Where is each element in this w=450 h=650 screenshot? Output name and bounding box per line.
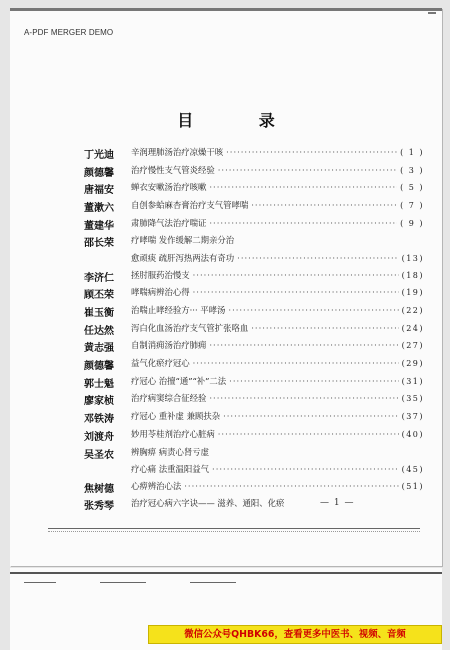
toc-entry-title: 治疗冠心病六字诀—— 滋养、通阳、化瘀 xyxy=(131,498,285,509)
toc-entry-line xyxy=(131,446,424,458)
toc-page-number: (37) xyxy=(401,412,424,422)
toc-entry[interactable] xyxy=(84,164,424,182)
toc-author: 刘渡舟 xyxy=(84,431,114,443)
dot-leader xyxy=(209,340,398,350)
toc-author: 邓铁涛 xyxy=(84,414,114,426)
toc-page-number: (27) xyxy=(401,341,424,351)
toc-entry-line xyxy=(131,410,424,422)
toc-entry-title: 妙用苓桂剂治疗心脏病 xyxy=(131,428,215,439)
toc-author: 焦树德 xyxy=(84,483,114,495)
toc-page-number: ( 1 ) xyxy=(400,148,424,157)
toc-entry[interactable] xyxy=(84,252,424,269)
toc-title: 目 录 xyxy=(177,111,305,130)
toc-entry-line xyxy=(131,286,424,298)
dot-leader xyxy=(209,218,397,228)
toc-entry[interactable] xyxy=(84,497,424,515)
toc-entry-line xyxy=(131,322,424,334)
toc-entry-title: 疗心痛 法重温阳益气 xyxy=(131,464,210,475)
dot-leader xyxy=(209,182,397,192)
toc-author: 黄志强 xyxy=(84,343,114,355)
toc-entry-line xyxy=(131,339,424,351)
toc-entry[interactable] xyxy=(84,410,424,428)
toc-entry-title: 蝉衣安嗽汤治疗咳嗽 xyxy=(131,182,207,193)
toc-entry-line xyxy=(131,497,424,509)
dot-leader xyxy=(193,270,399,280)
toc-entry-line xyxy=(131,234,424,246)
toc-entry-line xyxy=(131,357,424,369)
toc-entry[interactable] xyxy=(84,286,424,304)
dot-leader xyxy=(218,165,397,175)
toc-entry-line xyxy=(131,375,424,387)
toc-page-number: ( 9 ) xyxy=(400,218,424,228)
toc-entry[interactable] xyxy=(84,375,424,393)
toc-page-number: (24) xyxy=(401,323,424,333)
next-page-rule xyxy=(100,582,146,583)
dot-leader xyxy=(237,253,398,263)
toc-entry-line xyxy=(131,269,424,281)
dot-leader xyxy=(193,358,399,368)
toc-page-number: (40) xyxy=(401,429,424,439)
page-top-border xyxy=(10,8,442,11)
toc-entry-line xyxy=(131,252,424,264)
toc-entry-title: 自制消痈汤治疗肺痈 xyxy=(131,340,207,351)
toc-entry-line xyxy=(131,217,424,229)
toc-page-number: (31) xyxy=(401,376,424,386)
toc-entry[interactable] xyxy=(84,339,424,357)
toc-entry-line xyxy=(131,304,424,316)
toc-entry-title: 拯肘服药治慢支 xyxy=(131,269,190,280)
dot-leader xyxy=(193,287,399,297)
toc-entry-title: 疗冠心 重补虚 兼顾扶杂 xyxy=(131,411,221,422)
toc-page-number: (29) xyxy=(401,359,424,369)
toc-page-number: (22) xyxy=(401,306,424,315)
toc-list xyxy=(84,146,424,515)
toc-author: 董漱六 xyxy=(84,203,114,215)
toc-entry-title: 益气化瘀疗冠心 xyxy=(131,358,190,369)
toc-page-number: (19) xyxy=(401,288,424,298)
next-page-rule xyxy=(24,582,56,583)
toc-entry-line xyxy=(131,480,424,492)
toc-author: 任达然 xyxy=(84,325,114,337)
toc-page-number: (51) xyxy=(401,481,424,491)
toc-author: 唐福安 xyxy=(84,185,114,197)
toc-entry[interactable] xyxy=(84,446,424,464)
watermark-text: A-PDF MERGER DEMO xyxy=(24,28,114,37)
toc-entry[interactable] xyxy=(84,146,424,164)
dot-leader xyxy=(212,464,399,474)
toc-entry-title: 治疗慢性支气管炎经验 xyxy=(131,164,215,175)
toc-entry-title: 疗哮喘 发作缓解二期亲分治 xyxy=(131,235,235,246)
toc-entry-title: 肃肺降气法治疗喘证 xyxy=(131,217,207,228)
document-page xyxy=(10,8,442,566)
toc-entry-title: 心痹辨治心法 xyxy=(131,480,182,491)
toc-entry-title: 泻白化血汤治疗支气管扩张咯血 xyxy=(131,322,249,333)
dot-leader xyxy=(251,323,398,333)
toc-entry[interactable] xyxy=(84,428,424,446)
toc-author: 颜德馨 xyxy=(84,167,114,179)
toc-page-number: (45) xyxy=(401,465,424,475)
toc-entry-title: 自创参蛤麻杏膏治疗支气管哮喘 xyxy=(131,200,249,211)
toc-author: 丁光迪 xyxy=(84,150,114,161)
dot-leader xyxy=(226,147,397,157)
toc-entry-line xyxy=(131,428,424,440)
toc-entry-line xyxy=(131,392,424,404)
toc-entry[interactable] xyxy=(84,480,424,498)
dot-leader xyxy=(251,200,397,210)
toc-author: 郭士魁 xyxy=(84,378,114,390)
page-folio: — 1 — xyxy=(320,498,355,508)
toc-author: 颜德馨 xyxy=(84,361,114,373)
toc-entry-line xyxy=(131,463,424,475)
toc-entry[interactable] xyxy=(84,392,424,410)
toc-entry-line xyxy=(131,199,424,211)
toc-entry[interactable] xyxy=(84,322,424,340)
toc-entry-line xyxy=(131,146,424,158)
dot-leader xyxy=(223,411,399,421)
toc-entry[interactable] xyxy=(84,234,424,252)
toc-entry-title: 治疗病窦综合征经验 xyxy=(131,393,207,404)
toc-page-number: ( 7 ) xyxy=(400,201,424,211)
toc-entry-title: 疗冠心 治擅“通”“补”二法 xyxy=(131,375,227,386)
toc-page-number: ( 5 ) xyxy=(400,183,424,193)
toc-entry[interactable] xyxy=(84,217,424,235)
toc-author: 崔玉衡 xyxy=(84,308,114,319)
next-page-rule xyxy=(190,582,236,583)
toc-entry-line xyxy=(131,164,424,176)
toc-entry[interactable] xyxy=(84,304,424,322)
toc-author: 李济仁 xyxy=(84,272,114,284)
toc-entry-line xyxy=(131,181,424,193)
bottom-rule xyxy=(48,528,420,532)
toc-entry[interactable] xyxy=(84,199,424,217)
toc-page-number: ( 3 ) xyxy=(400,165,424,175)
dot-leader xyxy=(209,393,398,403)
toc-page-number: (35) xyxy=(401,394,424,404)
toc-author: 顾丕荣 xyxy=(84,290,114,302)
next-page-border xyxy=(10,572,442,574)
toc-author: 廖家桢 xyxy=(84,396,114,408)
toc-page-number: (18) xyxy=(401,270,424,280)
toc-entry[interactable] xyxy=(84,269,424,287)
dot-leader xyxy=(228,305,398,315)
dot-leader xyxy=(229,376,398,386)
toc-author: 张秀琴 xyxy=(84,501,114,513)
toc-author: 董建华 xyxy=(84,220,114,232)
toc-entry[interactable] xyxy=(84,463,424,480)
dot-leader xyxy=(218,429,399,439)
toc-entry[interactable] xyxy=(84,181,424,199)
toc-author: 邵长荣 xyxy=(84,238,114,250)
page-corner-mark xyxy=(428,12,436,14)
toc-entry[interactable] xyxy=(84,357,424,375)
toc-entry-title: 愈顽痰 疏肝泻热两法有奇功 xyxy=(131,253,235,264)
toc-entry-title: 治喘止哮经验方··· 平哮汤 xyxy=(131,305,226,315)
toc-author: 吴圣农 xyxy=(84,449,114,461)
dot-leader xyxy=(184,481,398,491)
toc-entry-title: 辨胸痹 病责心肾亏虚 xyxy=(131,446,210,457)
promo-banner[interactable]: 微信公众号QHBK66，查看更多中医书、视频、音频 xyxy=(148,625,442,644)
toc-entry-title: 哮喘病辨治心得 xyxy=(131,287,190,298)
toc-entry-title: 辛润理肺汤治疗凉燥干咳 xyxy=(131,147,224,157)
toc-page-number: (13) xyxy=(401,254,424,264)
